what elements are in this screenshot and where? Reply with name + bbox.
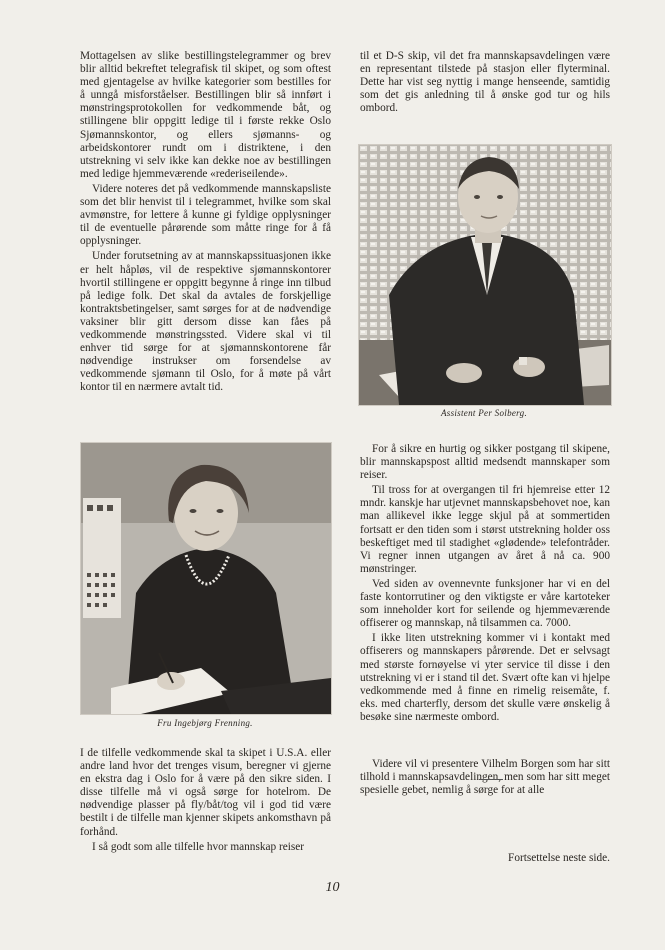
paragraph: Under forutsetning av at mannskapssituasjonen ikke er helt håpløs, vil de respektive sjømannskontorer hvortil stillingene er oppgitt begynne å ringe inn tilbud på ledige folk. Det skal da avtales de forskjellige kontraktsbetingelser, samt sørges for at de nødvendige vaksiner blir gitt dersom disse kan fåes på vedkommende mønstringssted. Videre skal vi til enhver tid sørge for at sjømannskontorene får nødvendige instrukser om forsendelse av vedkommende sjømann til Oslo, for å møte på vårt kontor til en nærmere avtalt tid. — [80, 250, 331, 394]
article-column-middle-right — [360, 443, 610, 797]
paragraph: Videre noteres det på vedkommende mannskapsliste som det blir henvist til i telegrammet, hvilke som skal avmønstre, for lettere å kunne gi fyldige opplysninger til de eventuelle pårørende som måtte ringe for å få opplysninger. — [80, 182, 331, 248]
paragraph: Ved siden av ovennevnte funksjoner har vi en del faste kontorrutiner og den viktigste er våre kartoteker som inneholder kort for seilende og hjemmeværende offiserer og mannskap, nå tilsammen ca. 7000. — [360, 577, 610, 630]
photo-ingebjorg-frenning — [80, 442, 332, 715]
photo-caption: Fru Ingebjørg Frenning. — [157, 718, 253, 728]
paragraph: Til tross for at overgangen til fri hjemreise etter 12 mndr. kanskje har utjevnet mannskapsbehovet noe, kan man allikevel ikke legge skjul på at sommertiden fortsatt er den tiden som i størst utstrekning holder oss beskeftiget med til stadighet «glødende» telefontråder. Vi regner innen utgangen av året å nå ca. 900 mønstringer. — [360, 484, 610, 575]
paragraph: Mottagelsen av slike bestillingstelegrammer og brev blir alltid bekreftet telegrafisk til skipet, og som oftest med gjentagelse av hvilke kategorier som bestilles for å unngå misforståelser. Bestillingen blir så innført i mønstringsprotokollen for vedkommende båt, og stillingene blir oppgitt ledige til i første rekke Oslo Sjømannskontor, og ellers sjømanns- og arbeidskontorer rundt om i distriktene, i den utstrekning vi selv ikke kan dekke noe av bestillingen med ledige hjemmeværende «rederiseilende». — [80, 50, 331, 180]
continued-note: Fortsettelse neste side. — [508, 852, 610, 864]
paragraph: I så godt som alle tilfelle hvor mannskap reiser — [92, 840, 305, 853]
paragraph: I ikke liten utstrekning kommer vi i kontakt med offiserers og mannskapers pårørende. Det er selvsagt med største fornøyelse vi yter service til disse i den utstrekning vi er i stand til det. Svært ofte kan vi hjelpe vedkommende med å finne en rimelig reisemåte, f. eks. med charterfly, dersom det skulle være ønskelig å besøke sine nærmeste ombord. — [360, 632, 610, 723]
article-column-top-right — [360, 50, 610, 115]
page-number: 10 — [325, 880, 340, 895]
paragraph: til et D-S skip, vil det fra mannskapsavdelingen være en representant tilstede på stasjon eller flyterminal. Dette har vist seg nyttig i mange henseende, samtidig som det gis anledning til å ønske god tur og hils ombord. — [360, 50, 610, 115]
section-divider — [479, 779, 503, 780]
paragraph: I de tilfelle vedkommende skal ta skipet i U.S.A. eller andre land hvor det trenges visum, beregner vi gjerne en ekstra dag i Oslo for å være på den sikre siden. I disse tilfelle må vi også sørge for hotelrom. De nødvendige plasser på fly/båt/tog vil i god tid være bestilt i de tilfelle man kjenner skipets ankomsthavn på forhånd. — [80, 747, 331, 838]
paragraph: Videre vil vi presentere Vilhelm Borgen som har sitt tilhold i mannskapsavdelingen, men som har sitt meget spesielle gebet, nemlig å sørge for at alle — [360, 757, 610, 797]
paragraph: For å sikre en hurtig og sikker postgang til skipene, blir mannskapspost alltid medsendt mannskaper som reiser. — [360, 443, 610, 482]
article-column-bottom-left — [80, 747, 331, 854]
photo-caption: Assistent Per Solberg. — [440, 408, 527, 418]
article-column-top-left — [80, 50, 331, 394]
photo-per-solberg — [358, 144, 612, 406]
